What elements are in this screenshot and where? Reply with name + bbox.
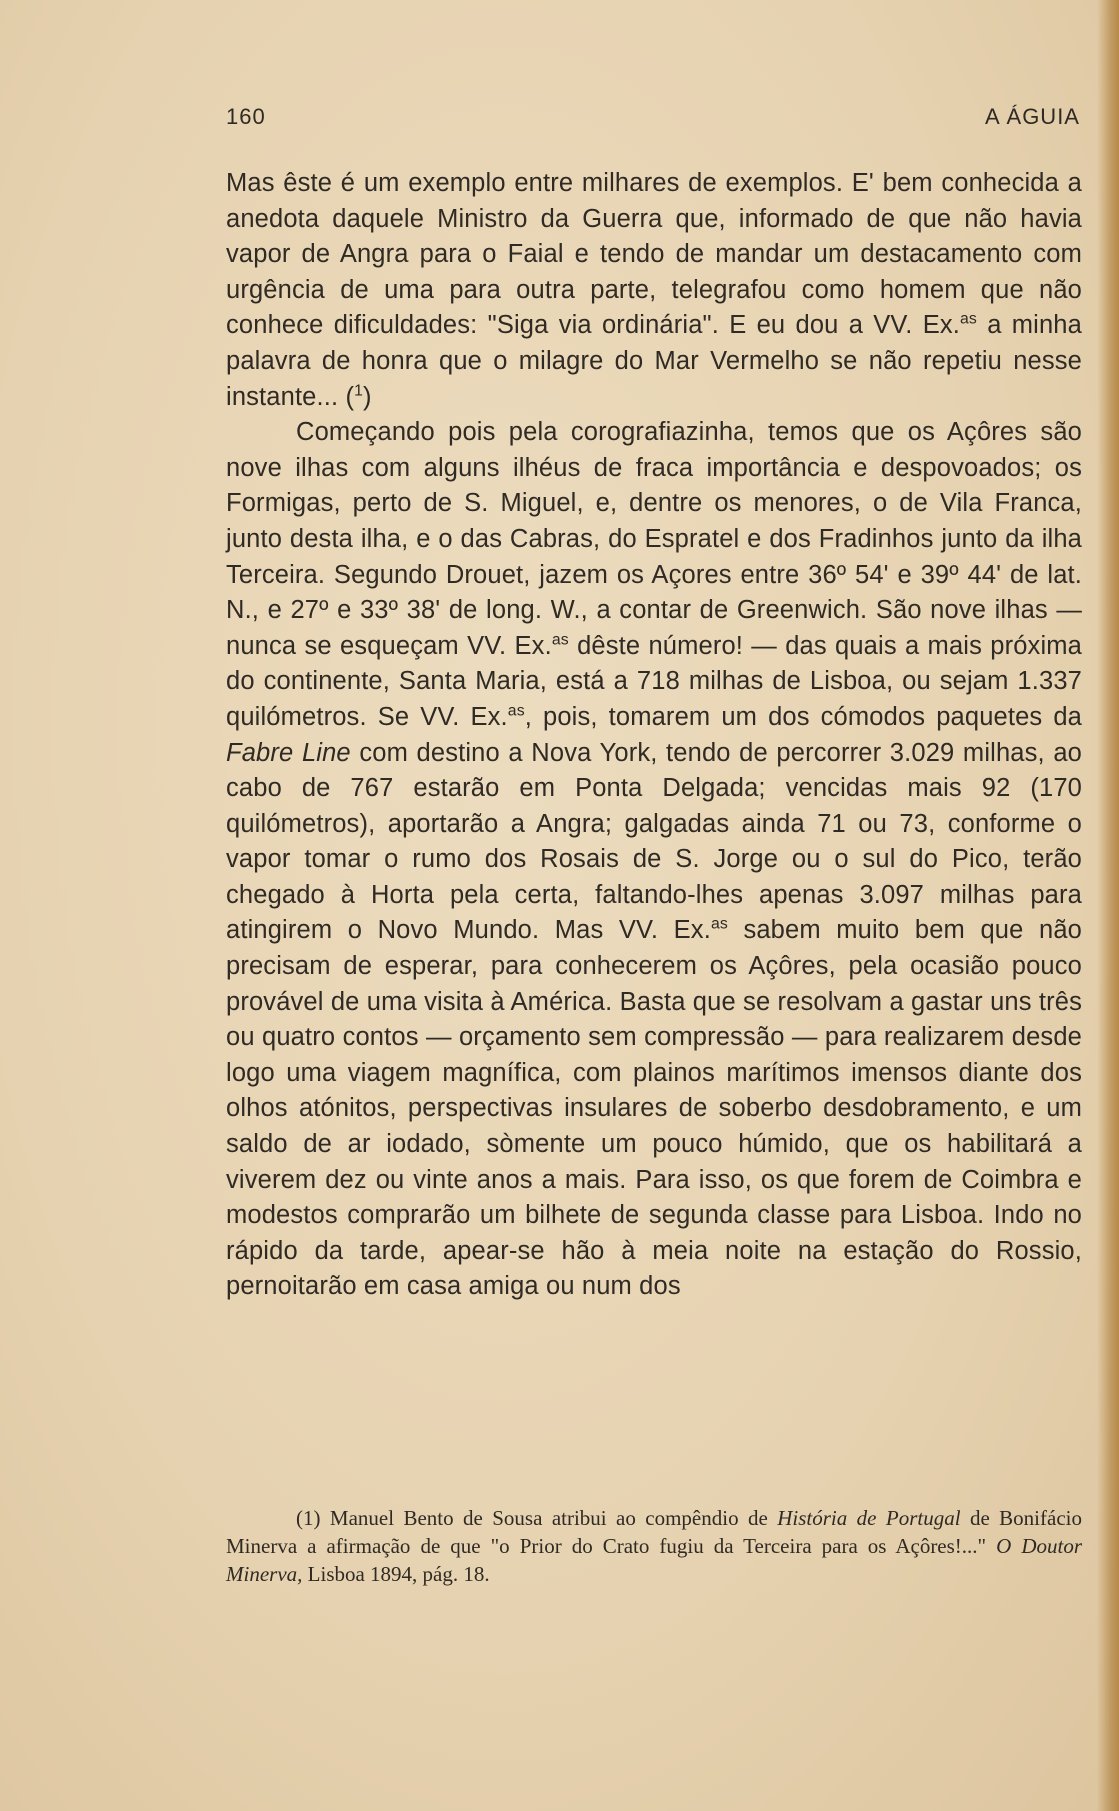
paragraph-2-text-d: com destino a Nova York, tendo de percorrer 3.029 milhas, ao cabo de 767 estarão em Ponta Delgada; vencidas mais 92 (170 quilómetros), aportarão a Angra; galgadas ainda 71 ou 73, conforme o vapor tomar o rumo dos Rosais de S. Jorge ou o sul do Pico, terão chegado à Horta pela certa, faltando-lhes apenas 3.097 milhas para atingirem o Novo Mundo. Mas VV. Ex. xyxy=(226,738,1082,945)
footnote-reference: 1 xyxy=(354,382,364,400)
paragraph-2-text-c: , pois, tomarem um dos cómodos paquetes da xyxy=(524,702,1083,731)
paragraph-2 xyxy=(226,415,1082,1305)
ship-line-name: Fabre Line xyxy=(226,738,351,767)
footnote xyxy=(226,1504,1082,1588)
body-text xyxy=(226,166,1082,1305)
footnote-book-title: História de Portugal xyxy=(777,1506,961,1530)
paragraph-1-text-b: a minha palavra de honra que o milagre do Mar Vermelho se não repetiu nesse instante... ( xyxy=(226,311,1082,411)
running-title: A ÁGUIA xyxy=(984,104,1080,129)
paragraph-1-text-c: ) xyxy=(363,382,372,411)
footnote-text-a: Manuel Bento de Sousa atribui ao compêndio de xyxy=(320,1506,778,1530)
page-number: 160 xyxy=(226,104,266,129)
page-edge-shadow xyxy=(1097,0,1119,1811)
superscript-as: as xyxy=(551,631,569,649)
paragraph-2-text-a: Começando pois pela corografiazinha, temos que os Açôres são nove ilhas com alguns ilhéus de fraca importância e despovoados; os Formigas, perto de S. Miguel, e, dentre os menores, o de Vila Franca, junto desta ilha, e o das Cabras, do Espratel e dos Fradinhos junto da ilha Terceira. Segundo Drouet, jazem os Açores entre 36º 54' e 39º 44' de lat. N., e 27º e 33º 38' de long. W., a contar de Greenwich. São nove ilhas — nunca se esqueçam VV. Ex. xyxy=(226,418,1082,660)
footnote-text-b: de Bonifácio Minerva a afirmação de que "o Prior do Crato fugiu da Terceira para os Açôres!..." xyxy=(226,1506,1082,1558)
superscript-as: as xyxy=(710,915,728,933)
paragraph-2-text-b: dêste número! — das quais a mais próxima do continente, Santa Maria, está a 718 milhas de Lisboa, ou sejam 1.337 quilómetros. Se VV. Ex. xyxy=(226,631,1082,731)
superscript-as: as xyxy=(507,702,525,720)
footnote-paragraph xyxy=(226,1504,1082,1588)
paragraph-2-text-e: sabem muito bem que não precisam de esperar, para conhecerem os Açôres, pela ocasião pouco provável de uma visita à América. Basta que se resolvam a gastar uns três ou quatro contos — orçamento sem compressão — para realizarem desde logo uma viagem magnífica, com plainos marítimos imensos diante dos olhos atónitos, perspectivas insulares de soberbo desdobramento, e um saldo de ar iodado, sòmente um pouco húmido, que os habilitará a viverem dez ou vinte anos a mais. Para isso, os que forem de Coimbra e modestos comprarão um bilhete de segunda classe para Lisboa. Indo no rápido da tarde, apear-se hão à meia noite na estação do Rossio, pernoitarão em casa amiga ou num dos xyxy=(226,916,1082,1301)
superscript-as: as xyxy=(960,310,977,328)
footnote-work-title: O Doutor Minerva, xyxy=(226,1534,1082,1586)
paragraph-1 xyxy=(226,166,1082,415)
footnote-marker: (1) xyxy=(296,1506,321,1530)
running-header xyxy=(226,104,1082,134)
footnote-text-c: Lisboa 1894, pág. 18. xyxy=(302,1562,490,1586)
paragraph-1-text-a: Mas êste é um exemplo entre milhares de exemplos. E' bem conhecida a anedota daquele Ministro da Guerra que, informado de que não havia vapor de Angra para o Faial e tendo de mandar um destacamento com urgência de uma para outra parte, telegrafou como homem que não conhece dificuldades: "Siga via ordinária". E eu dou a VV. Ex. xyxy=(226,169,1082,340)
